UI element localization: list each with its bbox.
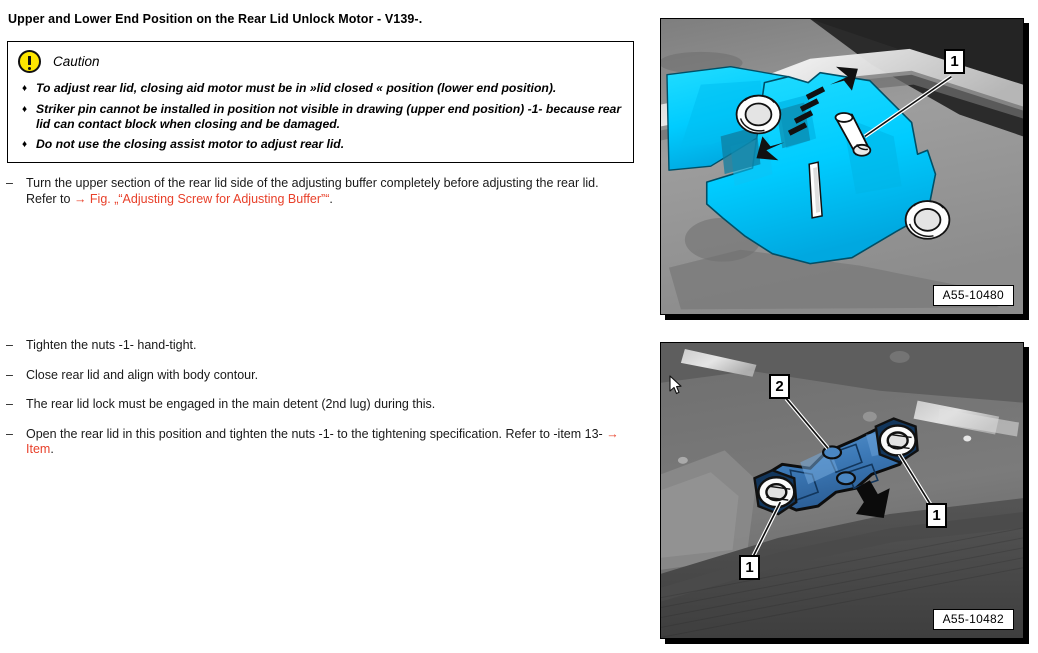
figure-code-label: A55-10482	[933, 609, 1014, 630]
instruction-item	[6, 338, 631, 354]
instruction-body: Close rear lid and align with body contour.	[26, 367, 259, 382]
instruction-body: Tighten the nuts -1- hand-tight.	[26, 338, 197, 352]
cross-reference-link[interactable]: Item	[26, 442, 51, 456]
figure-code-label: A55-10480	[933, 285, 1014, 306]
instruction-tail: .	[50, 442, 54, 456]
instruction-text	[26, 176, 631, 207]
instruction-text	[26, 338, 631, 354]
caution-box	[7, 41, 634, 163]
figure-rear-lid-unlock-motor-lower	[660, 342, 1024, 639]
instruction-tail: .	[329, 191, 333, 206]
caution-header	[18, 50, 623, 73]
caution-bullet-text: To adjust rear lid, closing aid motor must be in »lid closed « position (lower end position).	[36, 81, 557, 95]
instruction-item	[6, 176, 631, 207]
page-title: Upper and Lower End Position on the Rear Lid Unlock Motor - V139-.	[8, 12, 423, 26]
instruction-text	[26, 368, 631, 384]
mouse-cursor-icon	[669, 375, 682, 395]
dash-bullet-icon: –	[6, 367, 13, 382]
instruction-text	[26, 397, 631, 413]
instruction-item	[6, 397, 631, 413]
diamond-bullet-icon: ♦	[22, 104, 28, 115]
instruction-body: The rear lid lock must be engaged in the main detent (2nd lug) during this.	[26, 397, 436, 411]
caution-bullet-item	[18, 137, 623, 152]
caution-bullet-text: Striker pin cannot be installed in position not visible in drawing (upper end position) -1- because rear lid can contact block when closing and be damaged.	[36, 102, 622, 131]
instruction-body: Open the rear lid in this position and tighten the nuts -1- to the tightening specification. Refer to -item 13-	[26, 426, 607, 441]
diamond-bullet-icon: ♦	[22, 139, 28, 150]
instruction-list-upper	[6, 176, 631, 221]
arrow-right-icon: →	[73, 191, 87, 206]
figure-top-illustration	[661, 19, 1023, 314]
caution-bullet-item	[18, 81, 623, 96]
caution-bullet-text: Do not use the closing assist motor to adjust rear lid.	[36, 137, 345, 151]
dash-bullet-icon: –	[6, 397, 13, 411]
instruction-list-lower	[6, 338, 631, 472]
figure-callout-1: 1	[944, 49, 965, 74]
instruction-text	[26, 427, 631, 458]
warning-exclamation-icon	[18, 50, 41, 73]
instruction-body: Turn the upper section of the rear lid side of the adjusting buffer completely before adjusting the rear lid. Refer to	[26, 176, 599, 206]
figure-callout-1-left: 1	[739, 555, 760, 580]
diamond-bullet-icon: ♦	[22, 83, 28, 94]
caution-label: Caution	[53, 54, 100, 69]
figure-callout-2: 2	[769, 374, 790, 399]
cross-reference-link[interactable]: Fig. „“Adjusting Screw for Adjusting Buffer”“	[86, 191, 330, 206]
figure-bottom-illustration	[661, 343, 1023, 638]
figure-callout-1-right: 1	[926, 503, 947, 528]
caution-bullet-item	[18, 102, 623, 131]
instruction-item	[6, 368, 631, 384]
dash-bullet-icon: –	[6, 426, 13, 441]
dash-bullet-icon: –	[6, 176, 13, 190]
arrow-right-icon: →	[606, 426, 619, 441]
figure-rear-lid-unlock-motor-upper	[660, 18, 1024, 315]
dash-bullet-icon: –	[6, 338, 13, 352]
instruction-item	[6, 427, 631, 458]
